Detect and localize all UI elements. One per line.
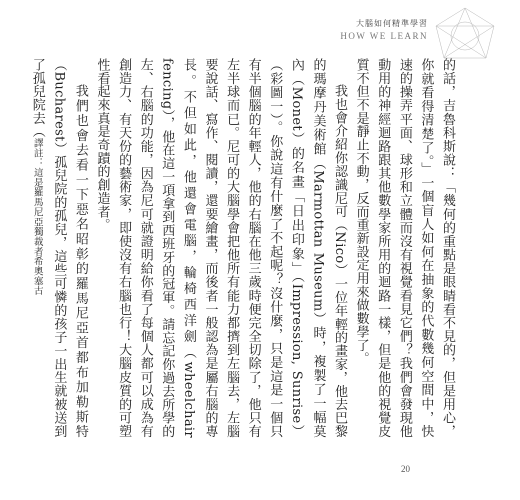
paragraph-3-text: 我們也會去看一下惡名昭彰的羅馬尼亞首都布加勒斯特（Bucharest）孤兒院的孤兒，這些可憐的孩子一出生就被送到了孤兒院去（ [29,58,88,438]
page-number: 20 [401,464,410,474]
paragraph-1: 的話，吉魯科斯說：「幾何的重點是眼睛看不見的，但是用心，你就看得清楚了。」一個盲人如何在抽象的代數幾何空間中，快速的操弄平面、球形和立體而沒有視覺看見它們？我們會發現他動用的神經迴路跟其他數學家所用的迴路一樣，但是他的視覺皮質不但不是靜止不動，反而重新設定用來做數學了。 [353,58,455,438]
translator-note: 譯註：這是羅馬尼亞獨裁者希奧塞古 [31,138,43,296]
running-header [340,18,428,41]
geometric-decoration [430,4,500,64]
paragraph-3 [26,58,91,438]
paragraph-2: 我也會介紹你認識尼可（Nico）一位年輕的畫家，他去巴黎的瑪摩丹美術館（Marmottan Museum）時，複製了一幅莫內（Monet）的名畫「日出印象」（Impression, Sunrise）（彩圖一）。你說這有什麼了不起呢？沒什麼，只是這是一個只有半個腦的年輕人，他的右腦在他三歲時便完全切除了，他只有左半球而已。尼可的大腦學會把他所有能力都擠到左腦去，左腦要說話、寫作、閱讀，還要繪畫，而後者一般認為是屬右腦的專長。不但如此，他還會電腦，輪椅西洋劍（wheelchair fencing），他在這一項拿到西班牙的冠軍。請忘記你過去所學的左、右腦的功能，因為尼可就證明給你看了每個人都可以成為有創造力、有天份的藝術家，即使沒有右腦也行！大腦皮質的可塑性看起來真是奇蹟的創造者。 [94,58,348,438]
body-text [29,58,458,438]
book-title-english: HOW WE LEARN [340,31,428,41]
book-title-chinese: 大腦如何精準學習 [356,19,428,28]
